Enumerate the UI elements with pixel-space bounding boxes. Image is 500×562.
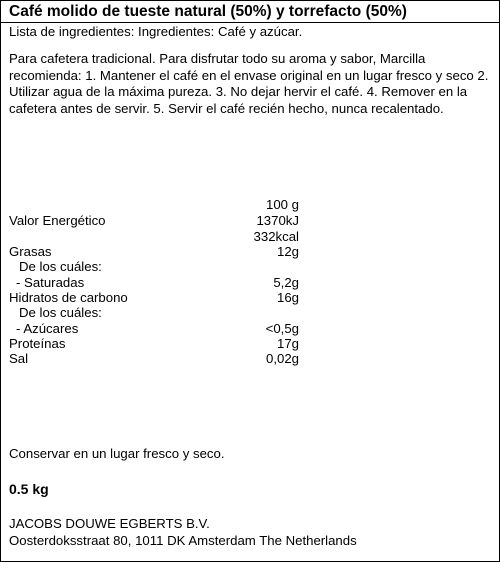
net-weight: 0.5 kg — [9, 481, 49, 497]
nutrition-row — [9, 213, 299, 229]
nutrition-label: Valor Energético — [9, 213, 106, 228]
nutrition-label: Grasas — [9, 244, 52, 259]
company-name: JACOBS DOUWE EGBERTS B.V. — [9, 516, 210, 531]
nutrition-row — [9, 259, 299, 275]
nutrition-label: De los cuáles: — [19, 259, 102, 274]
nutrition-row — [9, 229, 299, 245]
nutrition-value: 1370kJ — [256, 213, 299, 228]
nutrition-label: - Saturadas — [16, 275, 85, 290]
nutrition-value: 0,02g — [265, 351, 299, 366]
nutrition-row — [9, 290, 299, 306]
nutrition-label: Proteínas — [9, 336, 66, 351]
nutrition-label: De los cuáles: — [19, 305, 102, 320]
product-title: Café molido de tueste natural (50%) y torrefacto (50%) — [9, 3, 407, 20]
usage-instructions: Para cafetera tradicional. Para disfrutar todo su aroma y sabor, Marcilla recomienda: 1. Mantener el café en el envase original en un lugar fresco y seco 2. Utilizar agua de la máxima pureza. 3. No dejar hervir el café. 4. Remover en la cafetera antes de servir. 5. Servir el café recién hecho, nunca recalentado. — [9, 51, 489, 116]
nutrition-row — [9, 305, 299, 321]
nutrition-value: <0,5g — [265, 321, 299, 336]
nutrition-row — [9, 244, 299, 260]
nutrition-row — [9, 351, 299, 367]
nutrition-value: 12g — [276, 244, 299, 259]
nutrition-value: 332kcal — [253, 229, 299, 244]
nutrition-label: Hidratos de carbono — [9, 290, 128, 305]
nutrition-header-row — [9, 197, 299, 213]
nutrition-value: 17g — [276, 336, 299, 351]
storage-text: Conservar en un lugar fresco y seco. — [9, 446, 225, 461]
nutrition-row — [9, 321, 299, 337]
nutrition-label: Sal — [9, 351, 29, 366]
nutrition-row — [9, 336, 299, 352]
nutrition-row — [9, 275, 299, 291]
company-info — [9, 516, 357, 549]
nutrition-header-value: 100 g — [265, 197, 299, 212]
nutrition-value: 5,2g — [273, 275, 299, 290]
ingredients-text: Lista de ingredientes: Ingredientes: Café y azúcar. — [9, 24, 303, 39]
nutrition-label: - Azúcares — [16, 321, 79, 336]
nutrition-value: 16g — [276, 290, 299, 305]
company-address: Oosterdoksstraat 80, 1011 DK Amsterdam The Netherlands — [9, 532, 357, 548]
title-divider — [0, 22, 500, 23]
